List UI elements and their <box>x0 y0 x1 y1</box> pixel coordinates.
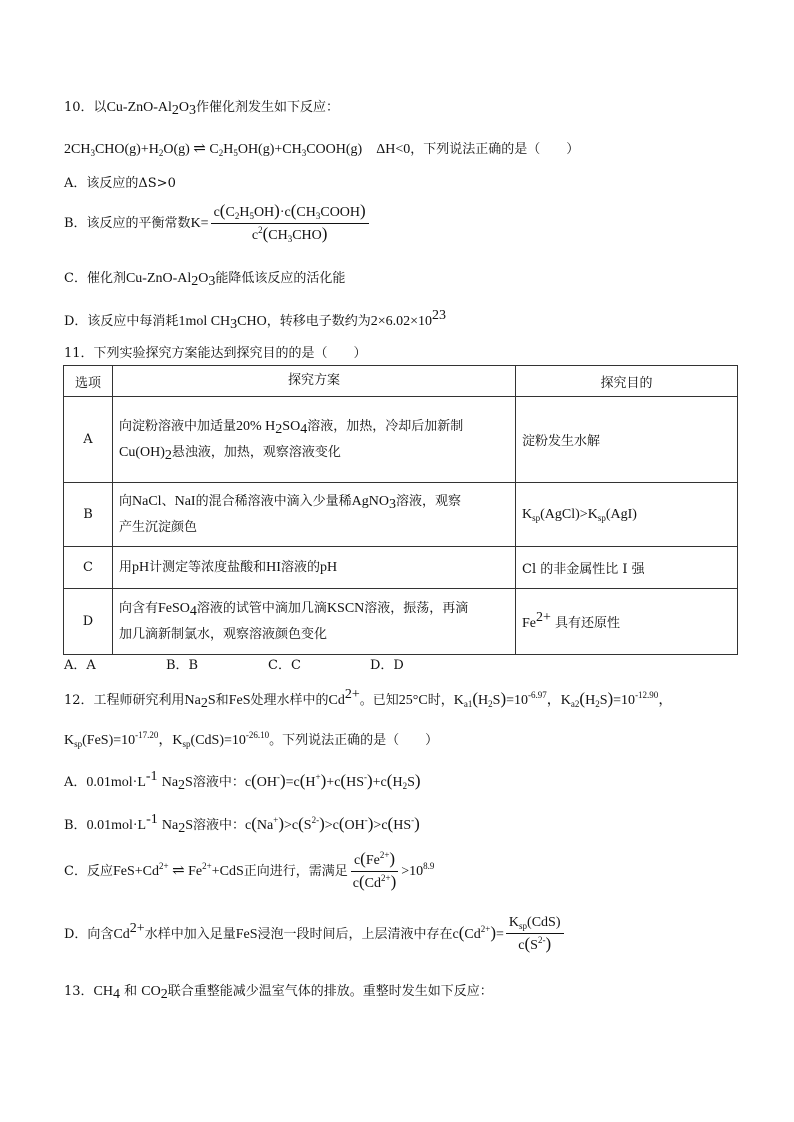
equilibrium-constant-fraction: $\frac{c(C_2H_5OH)\cdot c(CH_3COOH)}{c^2(CH_3CHO)}$ <box>211 202 369 245</box>
table-header-row <box>64 366 738 397</box>
header-plan: 探究方案 <box>113 366 516 397</box>
q11-option-d: D．D <box>370 658 404 673</box>
q13-stem: 13．$CH_4$ 和 $CO_2$联合重整能减少温室气体的排放。重整时发生如下反应： <box>64 984 493 1002</box>
q11-option-a: A．A <box>64 658 96 673</box>
q11-option-b: B．B <box>166 658 199 673</box>
q10-option-c: C．催化剂$Cu-ZnO-Al_2O_3$能降低该反应的活化能 <box>64 271 346 289</box>
q12-stem-line2: $K_{sp}(FeS)=10^{-17.20}$，$K_{sp}(CdS)=10^{-26.10}$。下列说法正确的是（ ） <box>64 730 439 749</box>
concentration-ratio-fraction: $\frac{c(Fe^{2+})}{c(Cd^{2+})}$ <box>352 849 397 891</box>
table-row: C 用pH计测定等浓度盐酸和HI溶液的pH Cl 的非金属性比 I 强 <box>64 547 738 589</box>
q11-stem: 11．下列实验探究方案能达到探究目的的是（ ） <box>64 346 367 361</box>
q11-option-c: C．C <box>268 658 301 673</box>
q12-option-c: C．反应$FeS+Cd^{2+}$ ⇌ $Fe^{2+}+CdS$正向进行，需满足 $\frac{c(Fe^{2+})}{c(Cd^{2+})}$ $>10^{8.9}$ <box>64 849 435 891</box>
q12-stem-line1: 12．工程师研究利用$Na_2S$和FeS处理水样中的$Cd^{2+}$。已知25°C时，$K_{a1}(H_2S)=10^{-6.97}$，$K_{a2}(H_2S)=10^{-12.90}$， <box>64 687 673 711</box>
q10-option-a: A．该反应的ΔS>0 <box>64 176 176 191</box>
table-row: B 向NaCl、NaI的混合稀溶液中滴入少量稀AgNO$_3$溶液，观察 产生沉淀颜色 $K_{sp}(AgCl)>K_{sp}(AgI)$ <box>64 483 738 547</box>
table-row: A 向淀粉溶液中加适量20% $H_2SO_4$溶液，加热，冷却后加新制 $Cu(OH)_2$悬浊液，加热，观察溶液变化 淀粉发生水解 <box>64 397 738 483</box>
q10-option-b: B．该反应的平衡常数K= $\frac{c(C_2H_5OH)\cdot c(CH_3COOH)}{c^2(CH_3CHO)}$ <box>64 202 371 245</box>
q12-option-d: D．向含$Cd^{2+}$水样中加入足量FeS浸泡一段时间后，上层清液中存在$c(Cd^{2+})=$ $\frac{K_{sp}(CdS)}{c(S^{2-})}$ <box>64 914 566 955</box>
equilibrium-arrow-icon: ⇌ <box>172 863 185 879</box>
table-row: D 向含有FeSO$_4$溶液的试管中滴加几滴KSCN溶液，振荡，再滴 加几滴新制氯水，观察溶液颜色变化 $Fe^{2+}$ 具有还原性 <box>64 589 738 655</box>
experiment-table <box>63 365 738 655</box>
q10-stem: 10．以$Cu-ZnO-Al_2O_3$作催化剂发生如下反应： <box>64 100 340 118</box>
q12-option-b: B．$0.01mol\cdot L^{-1}$ $Na_2S$溶液中：$c(Na^+)>c(S^{2-})>c(OH^-)>c(HS^-)$ <box>64 812 420 836</box>
header-option: 选项 <box>64 366 113 397</box>
q11-options <box>64 657 472 675</box>
equilibrium-arrow-icon: ⇌ <box>193 141 206 157</box>
header-purpose: 探究目的 <box>516 366 738 397</box>
q10-equation: $2CH_3CHO(g)+H_2O(g)$ ⇌ $C_2H_5OH(g)+CH_3COOH(g)$ ΔH<0，下列说法正确的是（ ） <box>64 141 580 158</box>
q10-option-d: D．该反应中每消耗1mol $CH_3CHO$，转移电子数约为$2\times 6.02\times 10^{23}$ <box>64 308 447 332</box>
ksp-ratio-fraction: $\frac{K_{sp}(CdS)}{c(S^{2-})}$ <box>506 914 564 955</box>
q12-option-a: A．$0.01mol\cdot L^{-1}$ $Na_2S$溶液中：$c(OH^-)=c(H^+)+c(HS^-)+c(H_2S)$ <box>64 769 421 793</box>
